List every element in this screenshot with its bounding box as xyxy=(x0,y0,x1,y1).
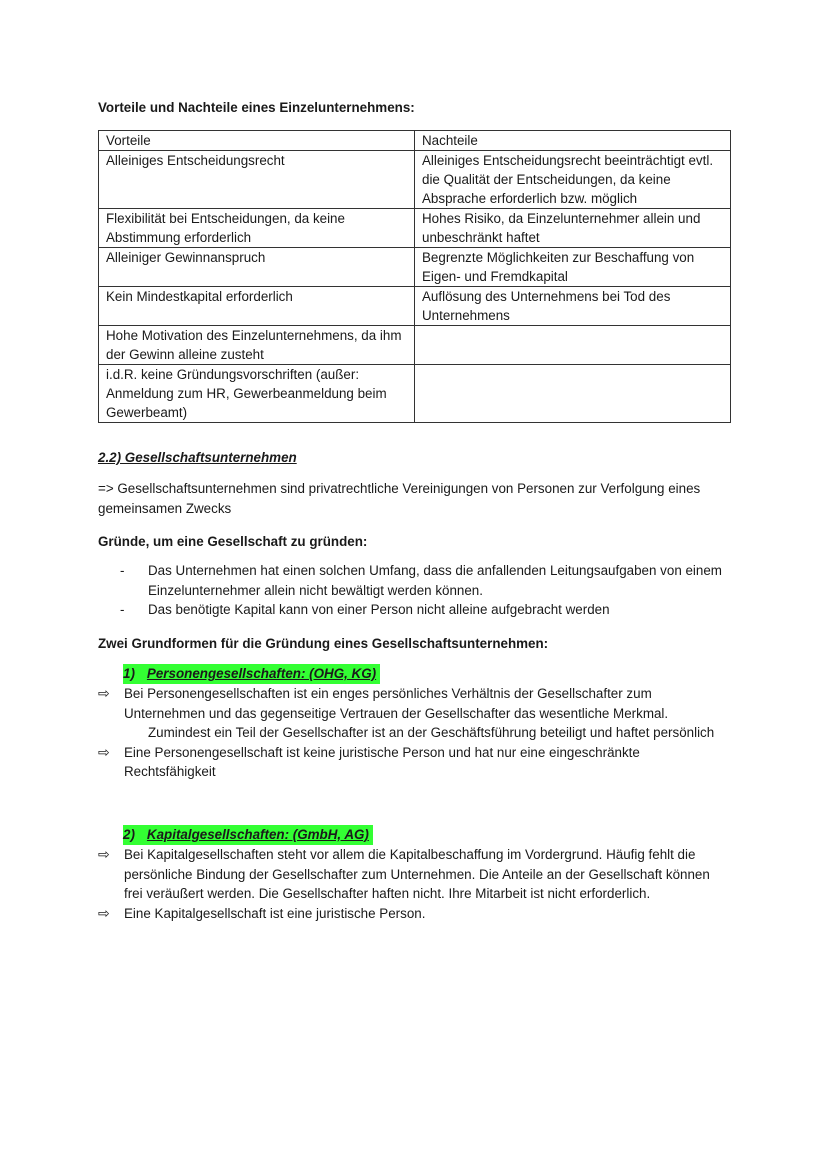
table-row xyxy=(99,326,731,365)
list-item: ⇨ Bei Personengesellschaften ist ein enges persönliches Verhältnis der Gesellschafter zum Unternehmen und das gegenseitige Vertrauen der Gesellschafter das wesentliche Merkmal. Zumindest ein Teil der Gesellschafter ist an der Geschäftsführung beteiligt und haftet persönlich xyxy=(98,685,715,740)
header-vorteile: Vorteile xyxy=(99,131,415,151)
table-cell xyxy=(415,326,731,365)
form2-heading xyxy=(123,825,373,845)
header-nachteile: Nachteile xyxy=(415,131,731,151)
table-row xyxy=(99,209,731,248)
table-row xyxy=(99,287,731,326)
highlight: 1) Personengesellschaften: (OHG, KG) xyxy=(123,664,380,684)
table-cell: i.d.R. keine Gründungsvorschriften (außer: Anmeldung zum HR, Gewerbeanmeldung beim Gewerbeamt) xyxy=(99,365,415,423)
highlight: 2) Kapitalgesellschaften: (GmbH, AG) xyxy=(123,825,373,845)
table-row xyxy=(99,365,731,423)
list-item: - Das benötigte Kapital kann von einer Person nicht alleine aufgebracht werden xyxy=(98,600,730,620)
dash-bullet-icon: - xyxy=(120,563,125,578)
table-cell: Flexibilität bei Entscheidungen, da keine Abstimmung erforderlich xyxy=(99,209,415,248)
arrow-right-outline-icon: ⇨ xyxy=(98,846,110,862)
reasons-title: Gründe, um eine Gesellschaft zu gründen: xyxy=(98,534,368,549)
table-row xyxy=(99,248,731,287)
arrow-right-outline-icon: ⇨ xyxy=(98,743,110,760)
form2-points xyxy=(98,845,730,923)
dash-bullet-icon: - xyxy=(120,602,125,617)
table-cell: Begrenzte Möglichkeiten zur Beschaffung von Eigen- und Fremdkapital xyxy=(415,248,731,287)
arrow-right-outline-icon: ⇨ xyxy=(98,685,110,701)
form1-points xyxy=(98,684,730,782)
table-cell: Auflösung des Unternehmens bei Tod des Unternehmens xyxy=(415,287,731,326)
list-item: ⇨ Eine Personengesellschaft ist keine juristische Person und hat nur eine eingeschränkte Rechtsfähigkeit xyxy=(98,743,640,779)
table-cell: Hohes Risiko, da Einzelunternehmer allein und unbeschränkt haftet xyxy=(415,209,731,248)
list-item: ⇨ Eine Kapitalgesellschaft ist eine juristische Person. xyxy=(98,904,730,924)
table-cell: Alleiniges Entscheidungsrecht xyxy=(99,151,415,209)
table-cell: Alleiniger Gewinnanspruch xyxy=(99,248,415,287)
form1-heading xyxy=(123,664,380,684)
table-cell xyxy=(415,365,731,423)
reasons-list xyxy=(98,561,730,620)
arrow-right-outline-icon: ⇨ xyxy=(98,904,110,921)
list-item: ⇨ Bei Kapitalgesellschaften steht vor allem die Kapitalbeschaffung im Vordergrund. Häufig fehlt die persönliche Bindung der Gesellschafter zum Unternehmen. Die Anteile an der Gesellschaft können frei veräußert werden. Die Gesellschafter haften nicht. Ihre Mitarbeit ist nicht erforderlich. xyxy=(98,846,710,901)
intro-paragraph: => Gesellschaftsunternehmen sind privatrechtliche Vereinigungen von Personen zur Verfolgung eines gemeinsamen Zwecks xyxy=(98,481,701,516)
section-heading: 2.2) Gesellschaftsunternehmen xyxy=(98,450,297,465)
table-header-row xyxy=(99,131,731,151)
table-cell: Kein Mindestkapital erforderlich xyxy=(99,287,415,326)
two-forms-title: Zwei Grundformen für die Gründung eines Gesellschaftsunternehmen: xyxy=(98,636,549,651)
table-row xyxy=(99,151,731,209)
advantages-disadvantages-table xyxy=(98,130,731,423)
doc-title: Vorteile und Nachteile eines Einzelunternehmens: xyxy=(98,100,415,115)
list-item: - Das Unternehmen hat einen solchen Umfang, dass die anfallenden Leitungsaufgaben von einem Einzelunternehmer allein nicht bewältigt werden können. xyxy=(120,563,722,598)
table-cell: Hohe Motivation des Einzelunternehmens, da ihm der Gewinn alleine zusteht xyxy=(99,326,415,365)
table-cell: Alleiniges Entscheidungsrecht beeinträchtigt evtl. die Qualität der Entscheidungen, da keine Absprache erforderlich bzw. möglich xyxy=(415,151,731,209)
